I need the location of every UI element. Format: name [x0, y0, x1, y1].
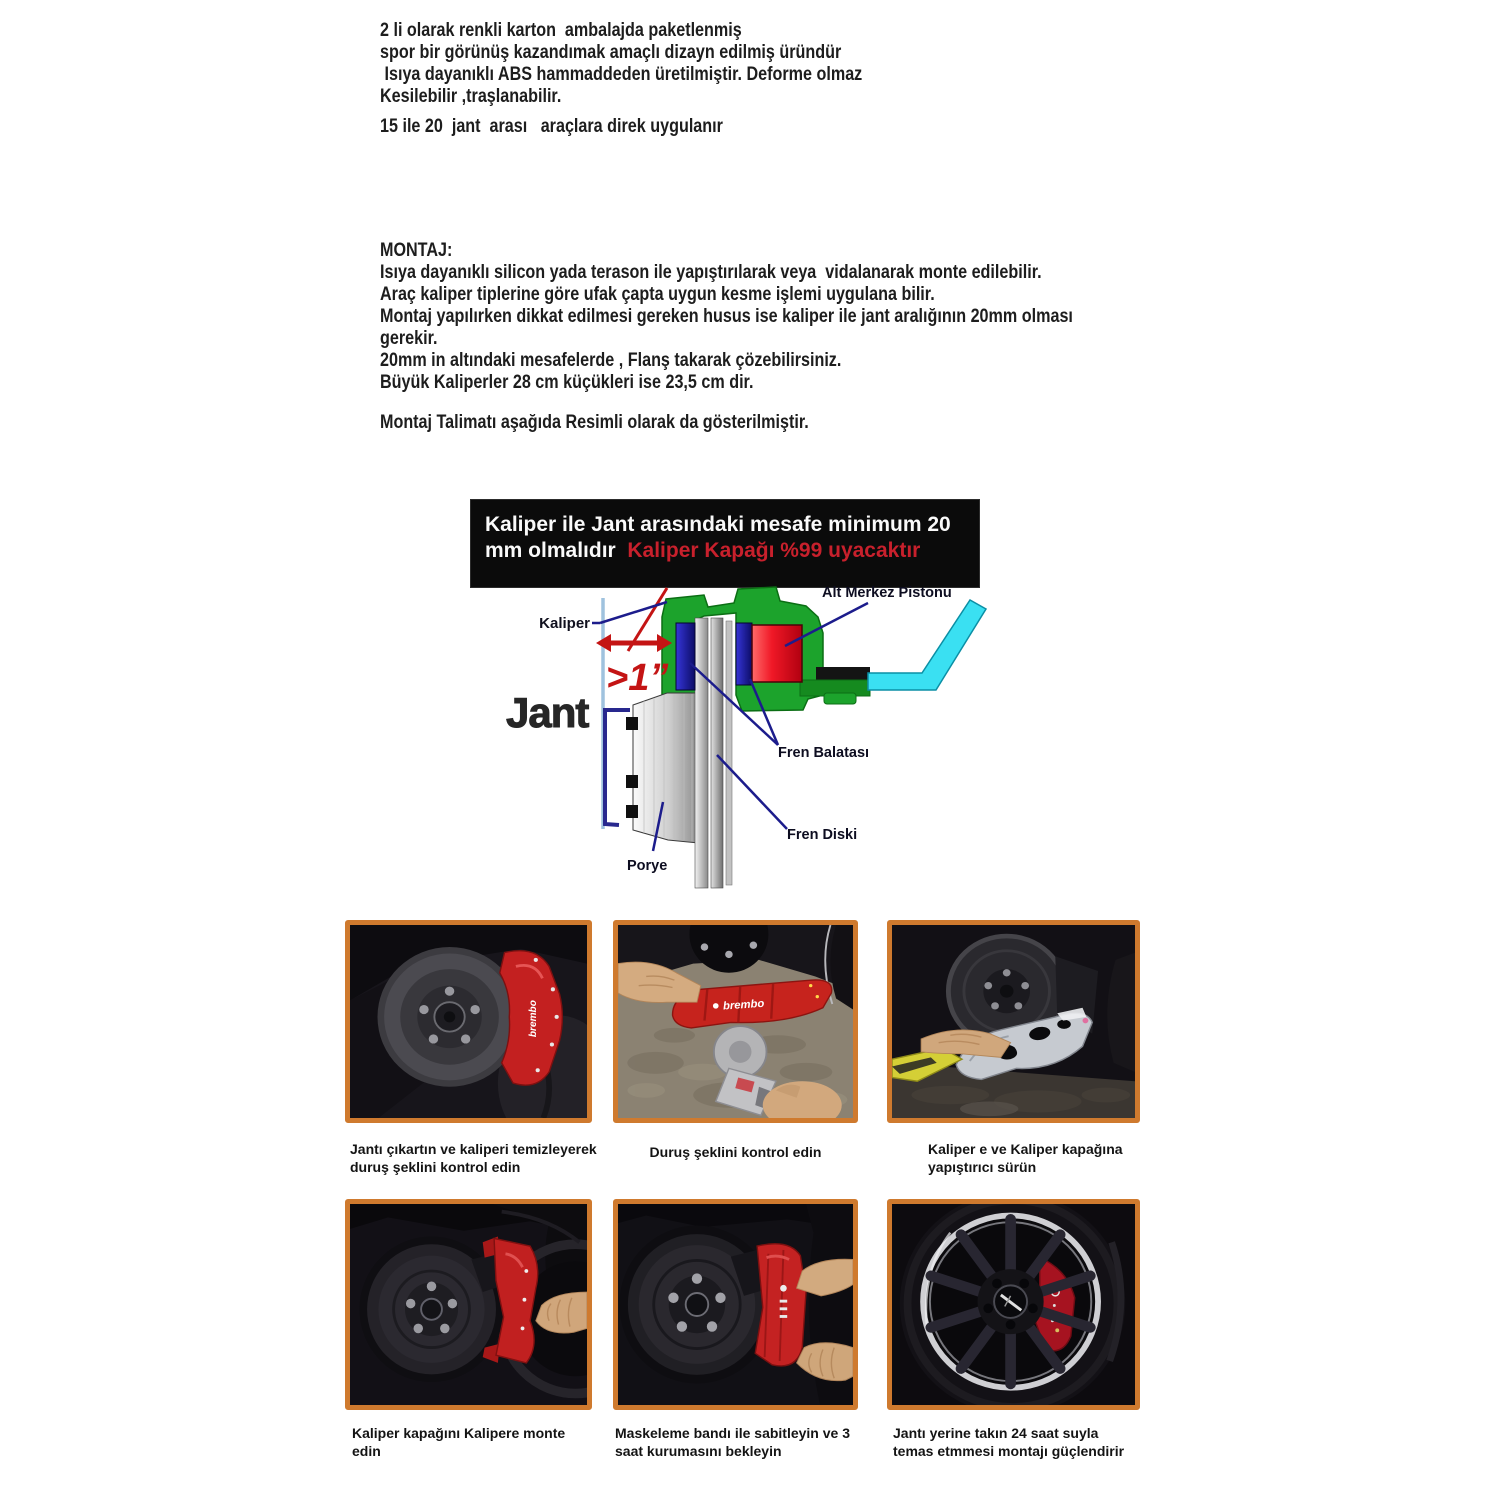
step-caption-1: Jantı çıkartın ve kaliperi temizleyerek duruş şeklini kontrol edin — [350, 1141, 597, 1175]
label-gap-value: >1” — [606, 657, 669, 699]
banner-line-1: Kaliper ile Jant arasındaki mesafe minimum 20 — [485, 513, 951, 536]
step-photo-4 — [345, 1199, 592, 1410]
intro-line-2: spor bir görünüş kazandımak amaçlı dizayn edilmiş üründür — [380, 42, 842, 63]
montaj-line-1: Isıya dayanıklı silicon yada terason ile yapıştırılarak veya vidalanarak monte edilebilir. — [380, 262, 1042, 283]
label-fren-balatasi: Fren Balatası — [778, 745, 870, 761]
caliper-diagram — [490, 583, 1010, 905]
step-photo-1 — [345, 920, 592, 1123]
step-caption-3: Kaliper e ve Kaliper kapağına yapıştırıcı sürün — [928, 1141, 1123, 1175]
photo-3-applying-adhesive — [892, 925, 1135, 1118]
step-caption-2: Duruş şeklini kontrol edin — [649, 1144, 822, 1160]
photo-5-taping-cover — [618, 1204, 853, 1405]
fitment-line: 15 ile 20 jant arası araçlara direk uygulanır — [380, 116, 723, 137]
photo-2-holding-cover — [618, 925, 853, 1118]
photo-6-finished-wheel — [892, 1204, 1135, 1405]
photo-4-mounting-cover — [350, 1204, 587, 1405]
banner-line2-white: mm olmalıdır — [485, 539, 628, 562]
intro-line-1: 2 li olarak renkli karton ambalajda paketlenmiş — [380, 20, 742, 41]
step-caption-6: Jantı yerine takın 24 saat suyla temas etmmesi montajı güçlendirir — [893, 1425, 1125, 1459]
intro-block — [380, 20, 947, 108]
banner-line-2 — [485, 538, 979, 564]
brembo-logo: brembo — [527, 1000, 539, 1038]
intro-line-4: Kesilebilir ,traşlanabilir. — [380, 86, 562, 107]
photo-1-disc-with-red-caliper — [350, 925, 587, 1118]
step-photo-6 — [887, 1199, 1140, 1410]
montaj-line-4: gerekir. — [380, 328, 438, 349]
label-alt-merkez-pistonu: Alt Merkez Pistonu — [822, 585, 952, 601]
piston-shape — [752, 625, 802, 682]
step-photo-5 — [613, 1199, 858, 1410]
brake-disc-shape — [695, 618, 732, 888]
step-caption-4: Kaliper kapağını Kalipere monte edin — [352, 1425, 566, 1459]
montaj-line-2: Araç kaliper tiplerine göre ufak çapta uygun kesme işlemi uygulana bilir. — [380, 284, 935, 305]
brake-pad-right-shape — [736, 623, 752, 685]
label-kaliper: Kaliper — [539, 615, 590, 632]
label-fren-diski: Fren Diski — [787, 827, 858, 843]
montaj-line-6: Büyük Kaliperler 28 cm küçükleri ise 23,5 cm dir. — [380, 372, 754, 393]
step-photo-2 — [613, 920, 858, 1123]
step-caption-5: Maskeleme bandı ile sabitleyin ve 3 saat kurumasını bekleyin — [615, 1425, 850, 1459]
brake-hose-shape — [868, 600, 986, 690]
intro-line-3: Isıya dayanıklı ABS hammaddeden üretilmiştir. Deforme olmaz — [380, 64, 863, 85]
label-jant: Jant — [506, 689, 589, 736]
montaj-footer: Montaj Talimatı aşağıda Resimli olarak da gösterilmiştir. — [380, 412, 809, 433]
brembo-logo: brembo — [722, 997, 765, 1013]
banner-line2-red: Kaliper Kapağı %99 uyacaktır — [627, 539, 921, 562]
step-photo-3 — [887, 920, 1140, 1123]
montaj-heading: MONTAJ: — [380, 240, 453, 261]
distance-warning-banner — [470, 499, 980, 588]
caliper-mount-shape — [816, 667, 870, 681]
brake-pad-left-shape — [676, 623, 695, 690]
label-porye: Porye — [627, 858, 668, 874]
montaj-block — [380, 240, 1195, 394]
montaj-line-5: 20mm in altındaki mesafelerde , Flanş takarak çözebilirsiniz. — [380, 350, 842, 371]
hub-porye-shape — [626, 693, 698, 843]
montaj-line-3: Montaj yapılırken dikkat edilmesi gereken husus ise kaliper ile jant aralığının 20mm olması — [380, 306, 1073, 327]
